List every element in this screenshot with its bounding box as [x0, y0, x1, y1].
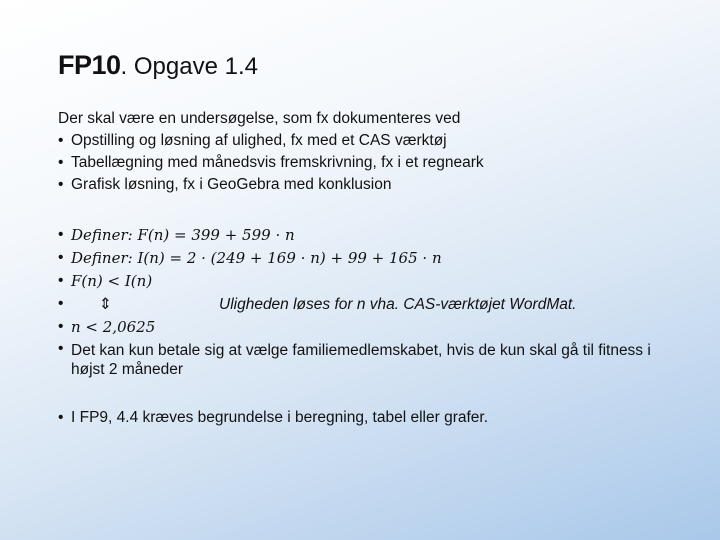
list-item: [58, 174, 668, 196]
bullet-text: Tabellægning med månedsvis fremskrivning, fx i et regneark: [71, 154, 484, 171]
list-item: [58, 270, 668, 293]
solution-list: [58, 224, 668, 381]
title-bold: FP10: [58, 50, 121, 80]
bullet-text: Grafisk løsning, fx i GeoGebra med konklusion: [71, 176, 392, 193]
list-item: [58, 316, 668, 339]
bullet-icon: •: [58, 176, 64, 193]
bullet-text: Opstilling og løsning af ulighed, fx med et CAS værktøj: [71, 132, 447, 149]
slide-body: [58, 108, 668, 429]
bullet-icon: •: [58, 340, 64, 357]
list-item: [58, 152, 668, 174]
define-f-formula: Definer: F(n) = 399 + 599 · n: [71, 226, 295, 244]
define-i-formula: Definer: I(n) = 2 · (249 + 169 · n) + 99 + 165 · n: [71, 249, 442, 267]
bullet-icon: •: [58, 295, 64, 312]
bullet-icon: •: [58, 132, 64, 149]
slide-title: [58, 48, 258, 84]
equivalence-note: Uligheden løses for n vha. CAS-værktøjet WordMat.: [219, 296, 577, 313]
list-item: [58, 130, 668, 152]
bullet-icon: •: [58, 226, 64, 243]
list-item: [58, 293, 668, 316]
footer-list: [58, 407, 668, 429]
conclusion-text: Det kan kun betale sig at vælge familiemedlemskabet, hvis de kun skal gå til fitness i højst 2 måneder: [71, 342, 651, 378]
list-item: [58, 339, 668, 381]
footer-text: I FP9, 4.4 kræves begrundelse i beregning, tabel eller grafer.: [71, 409, 489, 426]
method-list: [58, 130, 668, 196]
list-item: [58, 247, 668, 270]
bullet-icon: •: [58, 409, 64, 426]
intro-text: Der skal være en undersøgelse, som fx dokumenteres ved: [58, 110, 461, 127]
inequality-formula: F(n) < I(n): [71, 272, 153, 290]
title-rest: . Opgave 1.4: [120, 53, 258, 80]
list-item: [58, 407, 668, 429]
bullet-icon: •: [58, 318, 64, 335]
bullet-icon: •: [58, 249, 64, 266]
bullet-icon: •: [58, 154, 64, 171]
bullet-icon: •: [58, 272, 64, 289]
list-item: [58, 224, 668, 247]
result-formula: n < 2,0625: [71, 318, 156, 336]
equivalence-arrow-icon: ⇕: [99, 295, 112, 313]
